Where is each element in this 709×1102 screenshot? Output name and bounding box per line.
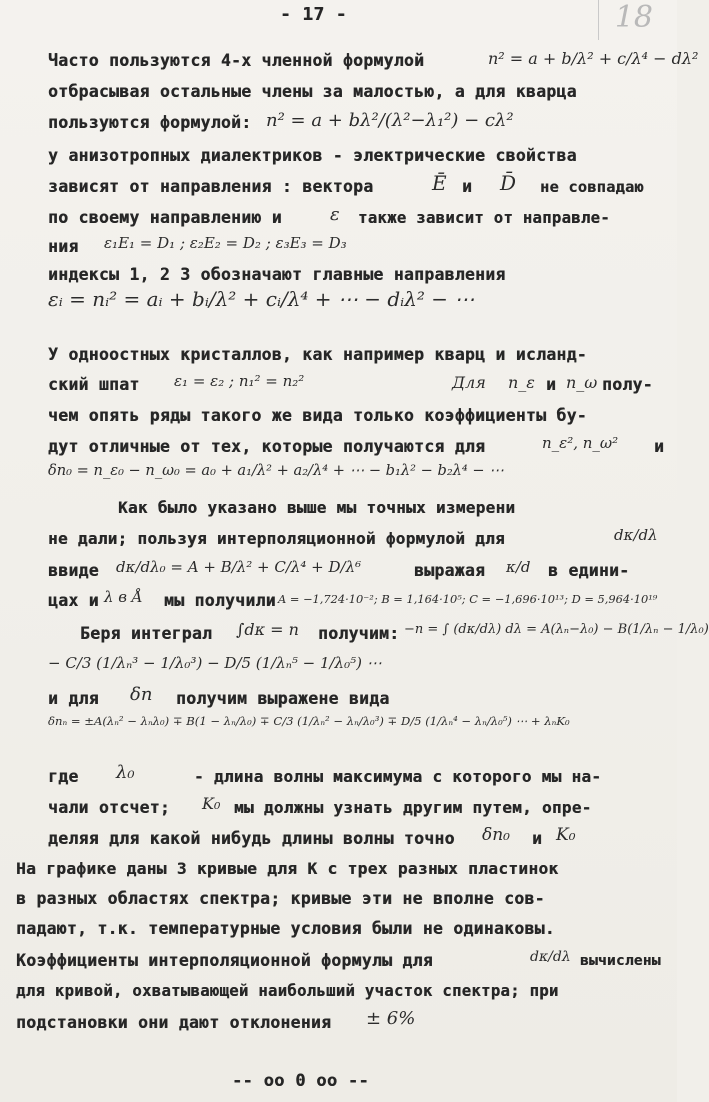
formula-birefringence: δn₀ = n_ε₀ − n_ω₀ = a₀ + a₁/λ² + a₂/λ⁴ + ⋯ − b₁λ² − b₂λ⁴ − ⋯ [48, 462, 504, 479]
unit-lambda-angstrom: λ в Å [104, 588, 143, 606]
formula-delta-n-result: δnₙ = ±A(λₙ² − λₙλ₀) ∓ B(1 − λₙ/λ₀) ∓ C/3 (1/λₙ² − λₙ/λ₀³) ∓ D/5 (1/λₙ⁴ − λₙ/λ₀⁵) ⋯ + λₙK₀ [48, 714, 570, 728]
text-line-5-end: не совпадаю [540, 178, 644, 196]
text-line-18-end: получим выражене вида [176, 689, 390, 708]
text-line-25: Коэффициенты интерполяционной формулы для [16, 951, 433, 970]
text-line-2: отбрасывая остальные члены за малостью, а для кварца [48, 82, 577, 101]
text-line-6: по своему направлению и [48, 208, 282, 227]
formula-interpolation: dκ/dλ₀ = A + B/λ² + C/λ⁴ + D/λ⁶ [116, 558, 362, 576]
deviation-value: ± 6% [366, 1008, 416, 1029]
symbol-K0: K₀ [202, 794, 221, 813]
vector-d: D̄ [500, 171, 517, 195]
text-line-25-end: вычислены [580, 953, 661, 969]
text-line-21: деляя для какой нибудь длины волны точно [48, 829, 455, 848]
text-line-7: ния [48, 237, 79, 256]
text-line-12: дут отличные от тех, которые получаются для [48, 437, 486, 456]
symbol-delta-n: δn [130, 684, 153, 705]
text-line-5-and: и [462, 177, 473, 196]
symbol-lambda0: λ₀ [116, 762, 135, 783]
coefficients-values: A = −1,724·10⁻²; B = 1,164·10⁵; C = −1,696·10¹³; D = 5,964·10¹⁹ [278, 592, 658, 606]
symbol-delta-n0: δn₀ [482, 825, 510, 845]
text-line-19-end: - длина волны максимума с которого мы на- [194, 767, 602, 786]
page-number: - 17 - [280, 4, 347, 25]
formula-integral: ∫dκ = n [236, 620, 299, 639]
formula-epsilon-components: ε₁E₁ = D₁ ; ε₂E₂ = D₂ ; ε₃E₃ = D₃ [104, 234, 347, 252]
text-line-15-expr: выражая [414, 561, 486, 580]
text-line-6-end: также зависит от направле- [358, 209, 610, 227]
text-line-26: для кривой, охватывающей наибольший участок спектра; при [16, 982, 559, 1000]
symbols-ne2-no2: n_ε², n_ω² [542, 434, 619, 452]
text-line-10-and: и [546, 375, 557, 394]
text-line-11: чем опять ряды такого же вида только коэффициенты бу- [48, 406, 587, 425]
symbol-no: n_ω [566, 373, 598, 392]
corner-page-mark: 18 [614, 0, 653, 35]
text-line-1: Часто пользуются 4-х членной формулой [48, 51, 425, 70]
text-line-18: и для [48, 689, 99, 708]
symbol-K0-2: K₀ [556, 825, 576, 845]
formula-four-term: n² = a + b/λ² + c/λ⁴ − dλ² [488, 49, 699, 68]
formula-integral-continued: − C/3 (1/λₙ³ − 1/λ₀³) − D/5 (1/λₙ⁵ − 1/λ₀⁵) ⋯ [48, 654, 382, 672]
symbol-ne: n_ε [508, 373, 535, 392]
page-footer: -- оо 0 оо -- [232, 1071, 369, 1091]
formula-spar: ε₁ = ε₂ ; n₁² = n₂² [174, 372, 305, 390]
text-line-10-for: Для [452, 373, 486, 392]
text-line-17-got: получим: [318, 624, 400, 643]
page-edge-mark [598, 0, 599, 40]
text-line-16: цах и [48, 591, 99, 610]
text-line-9: У одноостных кристаллов, как например кварц и исланд- [48, 345, 587, 364]
text-line-15-end: в едини- [548, 561, 630, 580]
fraction-dk-dl-2: dκ/dλ [530, 949, 571, 965]
text-line-21-and: и [532, 829, 543, 848]
vector-e: Ē [432, 171, 447, 195]
text-line-10: ский шпат [48, 375, 140, 394]
text-line-12-and: и [654, 437, 665, 456]
fraction-dk-dl: dκ/dλ [614, 526, 658, 544]
formula-quartz: n² = a + bλ²/(λ²−λ₁²) − cλ² [266, 110, 514, 131]
text-line-14: не дали; пользуя интерполяционной формулой для [48, 529, 505, 548]
text-line-10-end: полу- [602, 375, 653, 394]
text-line-23: в разных областях спектра; кривые эти не вполне сов- [16, 889, 545, 908]
text-line-13: Как было указано выше мы точных измерени [118, 498, 516, 517]
text-line-4: у анизотропных диалектриков - электрические свойства [48, 146, 577, 165]
text-line-16-got: мы получили [164, 591, 276, 610]
text-line-19: где [48, 767, 79, 786]
fraction-k-d: κ/d [506, 558, 531, 576]
epsilon-symbol: ε [330, 204, 340, 225]
text-line-3: пользуются формулой: [48, 113, 252, 132]
formula-main-dispersion: εᵢ = nᵢ² = aᵢ + bᵢ/λ² + cᵢ/λ⁴ + ⋯ − dᵢλ² − ⋯ [48, 287, 475, 311]
text-line-24: падают, т.к. температурные условия были не одинаковы. [16, 919, 555, 938]
text-line-22: На графике даны 3 кривые для К с трех разных пластинок [16, 859, 559, 878]
text-line-20: чали отсчет; [48, 798, 171, 817]
text-line-27: подстановки они дают отклонения [16, 1013, 332, 1032]
text-line-8: индексы 1, 2 3 обозначают главные направления [48, 265, 506, 284]
text-line-20-end: мы должны узнать другим путем, опре- [234, 798, 592, 817]
text-line-17: Беря интеграл [80, 624, 213, 643]
text-line-5: зависят от направления : вектора [48, 177, 374, 196]
formula-integral-expansion: −n = ∫ (dκ/dλ) dλ = A(λₙ−λ₀) − B(1/λₙ − 1/λ₀) [404, 622, 709, 637]
text-line-15: ввиде [48, 561, 99, 580]
